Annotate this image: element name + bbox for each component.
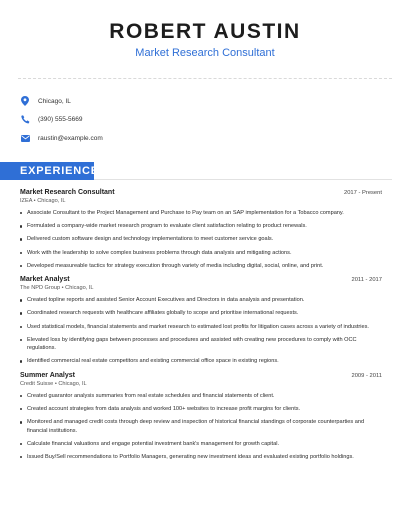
job-dates: 2011 - 2017 bbox=[351, 277, 382, 284]
job-bullet: Formulated a company-wide market research program to evaluate client satisfaction relating to product renewals. bbox=[20, 222, 382, 230]
contact-location-text: Chicago, IL bbox=[38, 97, 71, 105]
job-bullet-list bbox=[20, 392, 382, 462]
job-header bbox=[20, 189, 382, 196]
job-bullet: Elevated loss by identifying gaps between processes and procedures and assisted with creating new procedures to comply with OCC regulations. bbox=[20, 336, 382, 353]
experience-list bbox=[20, 189, 382, 467]
contact-email-text: raustin@example.com bbox=[38, 134, 103, 142]
job-organization: The NPD Group • Chicago, IL bbox=[20, 285, 94, 292]
job-dates: 2017 - Present bbox=[343, 190, 382, 196]
job-bullet: Monitored and managed credit costs through deep review and inspection of historical financial standings of corporate counterparties and financial institutions. bbox=[20, 418, 382, 435]
job-organization: Credit Suisse • Chicago, IL bbox=[20, 380, 87, 387]
job-title: Summer Analyst bbox=[20, 371, 75, 379]
experience-heading: EXPERIENCE bbox=[0, 162, 94, 180]
job-header bbox=[20, 276, 382, 283]
location-pin-icon bbox=[20, 96, 30, 106]
job-entry bbox=[20, 189, 382, 270]
candidate-name: ROBERT AUSTIN bbox=[109, 20, 301, 43]
job-bullet-list bbox=[20, 296, 382, 366]
job-bullet-list bbox=[20, 209, 382, 270]
contact-phone-text: (390) 555-5669 bbox=[38, 116, 83, 123]
contact-email bbox=[20, 129, 410, 147]
job-bullet: Used statistical models, financial statements and market research to estimated lost profits for litigation cases across a variety of industries. bbox=[20, 323, 382, 331]
job-bullet: Work with the leadership to solve complex business problems through data analysis and mitigating actions. bbox=[20, 249, 382, 257]
job-bullet: Created topline reports and assisted Senior Account Executives and Directors in data analysis and presentation. bbox=[20, 296, 382, 304]
job-bullet: Developed measureable tactics for strategy execution through variety of media including digital, social, online, and print. bbox=[20, 262, 382, 270]
job-bullet: Associate Consultant to the Project Management and Purchase to Pay team on an SAP implementation for a Tobacco company. bbox=[20, 209, 382, 217]
contact-location bbox=[20, 92, 410, 110]
job-entry bbox=[20, 372, 382, 462]
job-header bbox=[20, 372, 382, 379]
resume-header bbox=[0, 0, 410, 60]
job-bullet: Identified commercial real estate competitors and existing commercial office space in existing regions. bbox=[20, 357, 382, 365]
job-title: Market Research Consultant bbox=[20, 189, 115, 196]
candidate-title: Market Research Consultant bbox=[135, 47, 275, 59]
experience-divider bbox=[94, 179, 392, 180]
phone-icon bbox=[20, 115, 30, 125]
contact-list bbox=[0, 79, 410, 147]
job-bullet: Created guarantor analysis summaries from real estate schedules and financial statements of client. bbox=[20, 392, 382, 400]
envelope-icon bbox=[20, 133, 30, 143]
job-organization: IZEA • Chicago, IL bbox=[20, 198, 66, 204]
job-entry bbox=[20, 276, 382, 366]
job-bullet: Coordinated research requests with healthcare affiliates globally to scope and prioritise international requests. bbox=[20, 309, 382, 317]
job-bullet: Issued Buy/Sell recommendations to Portfolio Managers, generating new investment ideas and evaluated existing portfolio holdings. bbox=[20, 453, 382, 461]
job-bullet: Created account strategies from data analysis and worked 100+ websites to increase profit margins for clients. bbox=[20, 405, 382, 413]
contact-phone bbox=[20, 111, 410, 129]
job-bullet: Calculate financial valuations and engage potential investment bank's management for growth capital. bbox=[20, 440, 382, 448]
job-bullet: Delivered custom software design and technology implementations to meet customer service goals. bbox=[20, 235, 382, 243]
job-title: Market Analyst bbox=[20, 276, 70, 284]
job-dates: 2009 - 2011 bbox=[351, 372, 382, 379]
